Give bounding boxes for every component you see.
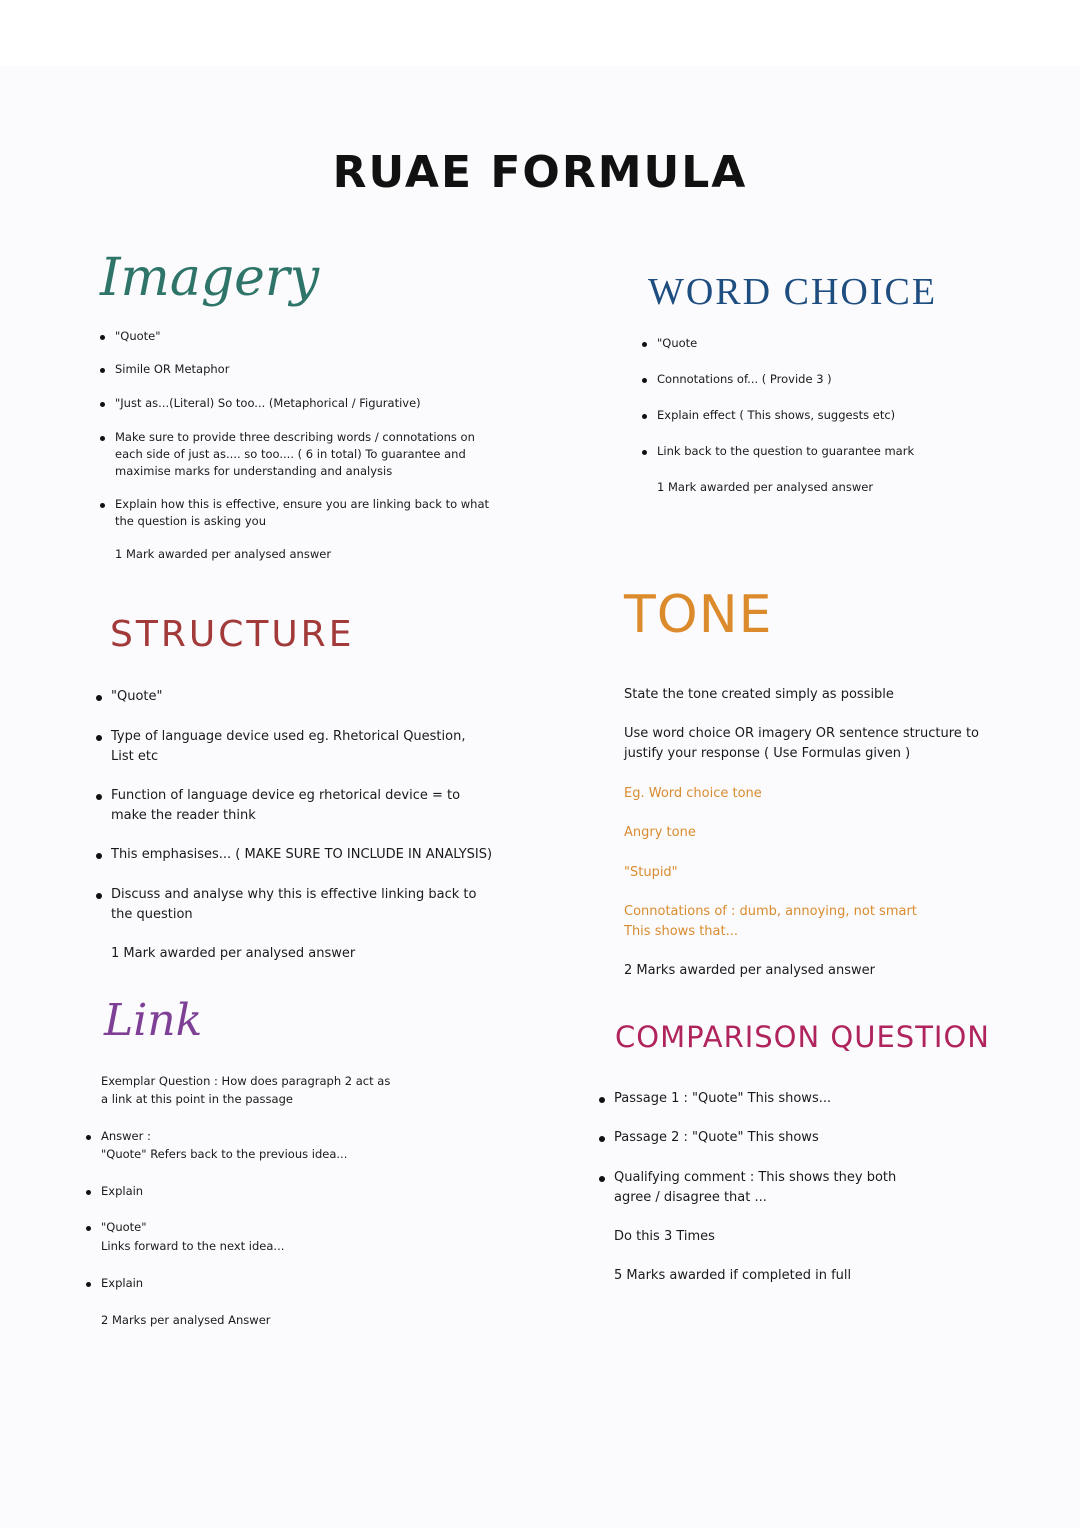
tone-instruction: Use word choice OR imagery OR sentence structure to justify your response ( Use Formulas given ) (624, 726, 979, 761)
link-note: 2 Marks per analysed Answer (101, 1313, 271, 1327)
link-exemplar: Exemplar Question : How does paragraph 2 act as a link at this point in the passage (101, 1074, 391, 1106)
imagery-item: Simile OR Metaphor (115, 361, 485, 378)
word-choice-item: "Quote (657, 335, 957, 352)
word-choice-item: Link back to the question to guarantee mark (657, 443, 957, 460)
comparison-item: Qualifying comment : This shows they both agree / disagree that ... (614, 1168, 934, 1208)
imagery-item: "Quote" (115, 328, 485, 345)
link-explain: Explain (101, 1184, 144, 1198)
link-heading: Link (104, 995, 203, 1046)
word-choice-heading: WORD CHOICE (648, 271, 938, 313)
tone-heading: TONE (624, 585, 773, 645)
comparison-heading: COMPARISON QUESTION (615, 1020, 990, 1054)
tone-note: 2 Marks awarded per analysed answer (624, 963, 875, 978)
structure-heading: STRUCTURE (110, 614, 355, 655)
link-answer-text: "Quote" Refers back to the previous idea... (101, 1147, 348, 1161)
tone-example-shows: This shows that... (624, 924, 738, 939)
comparison-note: 5 Marks awarded if completed in full (614, 1268, 852, 1283)
link-answer-label: Answer : (101, 1129, 151, 1143)
tone-example-quote: "Stupid" (624, 865, 678, 880)
imagery-item: "Just as...(Literal) So too... (Metaphorical / Figurative) (115, 395, 485, 412)
structure-item: Discuss and analyse why this is effective linking back to the question (111, 885, 496, 925)
structure-note: 1 Mark awarded per analysed answer (111, 946, 356, 961)
link-quote: "Quote" (101, 1220, 147, 1234)
word-choice-item: Connotations of... ( Provide 3 ) (657, 371, 957, 388)
structure-item: Function of language device eg rhetorical device = to make the reader think (111, 786, 491, 826)
structure-item: Type of language device used eg. Rhetorical Question, List etc (111, 727, 491, 767)
imagery-item: Make sure to provide three describing words / connotations on each side of just as.... so too.... ( 6 in total) To guarantee and maximise marks for understanding and analysis (115, 429, 485, 480)
structure-item: "Quote" (111, 687, 491, 707)
tone-example-label: Eg. Word choice tone (624, 786, 762, 801)
link-forward-text: Links forward to the next idea... (101, 1239, 285, 1253)
link-explain: Explain (101, 1276, 144, 1290)
comparison-repeat: Do this 3 Times (614, 1229, 715, 1244)
imagery-note: 1 Mark awarded per analysed answer (115, 547, 332, 561)
word-choice-note: 1 Mark awarded per analysed answer (657, 480, 874, 494)
tone-example-connotations: Connotations of : dumb, annoying, not smart (624, 904, 917, 919)
page-title: RUAE FORMULA (332, 147, 748, 199)
structure-item: This emphasises... ( MAKE SURE TO INCLUDE IN ANALYSIS) (111, 845, 511, 865)
comparison-item: Passage 1 : "Quote" This shows... (614, 1089, 954, 1109)
word-choice-item: Explain effect ( This shows, suggests etc) (657, 407, 957, 424)
comparison-item: Passage 2 : "Quote" This shows (614, 1128, 954, 1148)
imagery-heading: Imagery (100, 248, 320, 308)
imagery-item: Explain how this is effective, ensure you are linking back to what the question is asking you (115, 497, 490, 528)
tone-example-tone: Angry tone (624, 825, 696, 840)
tone-instruction: State the tone created simply as possible (624, 687, 894, 702)
